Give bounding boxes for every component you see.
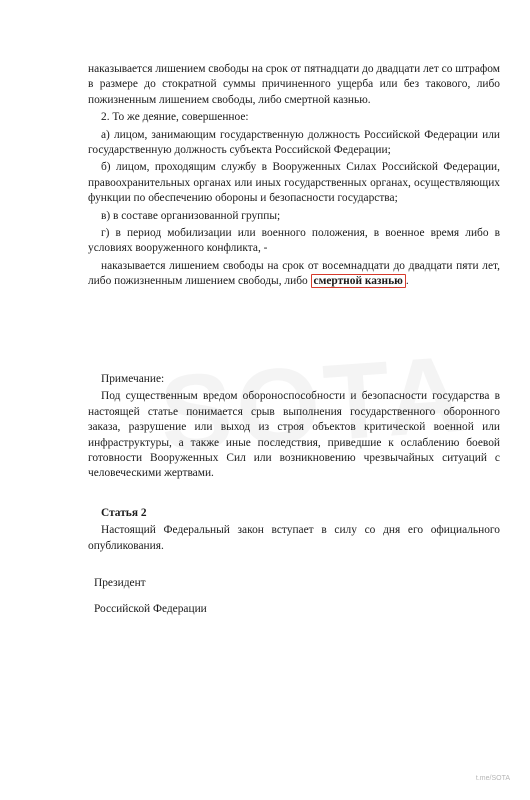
note-section	[88, 372, 500, 482]
punishment-period: .	[405, 275, 409, 288]
paragraph-punishment-1: наказывается лишением свободы на срок от пятнадцати до двадцати лет со штрафом в размере до стократной суммы причиненного ущерба или без такового, либо пожизненным лишением свободы, либо смертной казнью.	[88, 63, 500, 106]
signature-title: Президент	[94, 577, 146, 589]
punishment-text: наказывается лишением свободы на срок от восемнадцати до двадцати пяти лет, либо пожизненным лишением свободы, либо	[88, 259, 500, 288]
signature-country: Российской Федерации	[94, 603, 207, 616]
article-2-text: Настоящий Федеральный закон вступает в силу со дня его официального опубликования.	[88, 524, 500, 552]
note-text: Под существенным вредом обороноспособности и безопасности государства в настоящей статье понимается срыв выполнения государственного оборонного заказа, разрушение или выход из строя объектов критической военной или инфраструктуры, а также иные последствия, приведшие к ослаблению боевой готовности Вооруженных Сил или возникновению чрезвычайных ситуаций с человеческими жертвами.	[88, 390, 500, 480]
signature-block	[88, 576, 500, 618]
article-2-title: Статья 2	[101, 507, 147, 519]
note-title: Примечание:	[101, 373, 165, 385]
corner-watermark: t.me/SOTA	[475, 774, 510, 782]
paragraph-item-g: г) в период мобилизации или военного положения, в военное время либо в условиях вооруженного конфликта, -	[88, 227, 500, 255]
paragraph-item-a: а) лицом, занимающим государственную должность Российской Федерации или государственную должность субъекта Российской Федерации;	[88, 128, 500, 157]
paragraph-item-b: б) лицом, проходящим службу в Вооруженных Силах Российской Федерации, правоохранительных органах или иных государственных органах, осуществляющих функции по обеспечению обороны и безопасности государства;	[88, 161, 500, 205]
highlighted-phrase: смертной казнью	[311, 274, 406, 288]
article-2-section	[88, 506, 500, 554]
article-body-top	[88, 62, 500, 290]
paragraph-item-v: в) в составе организованной группы;	[101, 209, 281, 222]
paragraph-punishment-2	[88, 259, 500, 290]
paragraph-clause-2: 2. То же деяние, совершенное:	[101, 111, 249, 124]
